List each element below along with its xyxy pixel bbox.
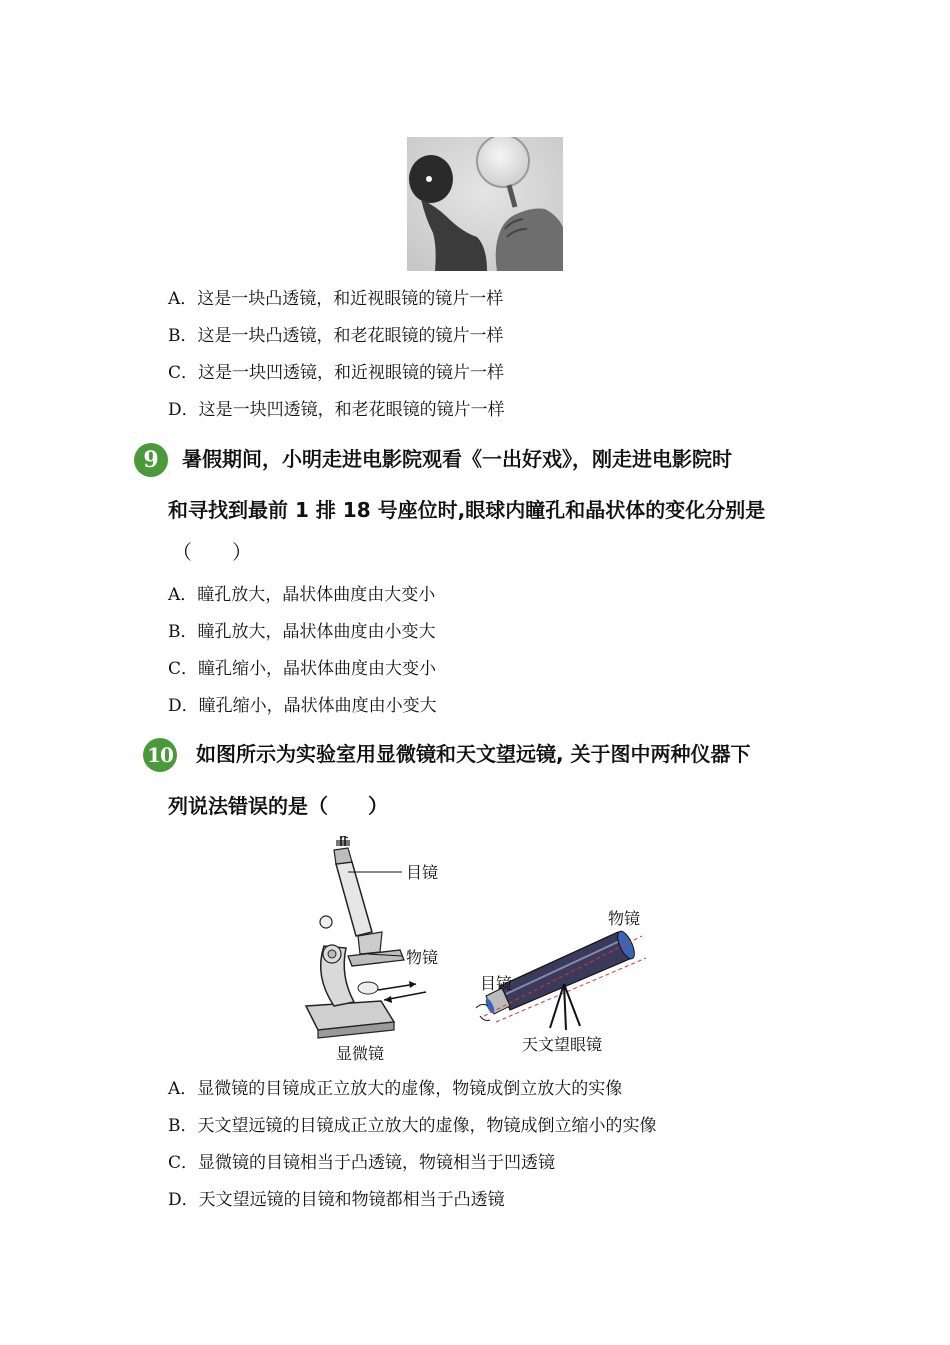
- q9-option-b: B．瞳孔放大，晶状体曲度由小变大: [168, 622, 436, 642]
- q10-option-b: B．天文望远镜的目镜成正立放大的虚像，物镜成倒立缩小的实像: [168, 1116, 657, 1136]
- instruments-figure: [296, 836, 656, 1066]
- q10-option-d: D．天文望远镜的目镜和物镜都相当于凸透镜: [168, 1190, 505, 1210]
- telescope-eyepiece-label: 目镜: [480, 974, 513, 993]
- telescope-objective-label: 物镜: [608, 909, 641, 928]
- q8-option-c: C．这是一块凹透镜，和近视眼镜的镜片一样: [168, 363, 505, 383]
- q8-option-d: D．这是一块凹透镜，和老花眼镜的镜片一样: [168, 400, 505, 420]
- q8-option-a: A．这是一块凸透镜，和近视眼镜的镜片一样: [168, 289, 504, 309]
- q9-option-d: D．瞳孔缩小，晶状体曲度由小变大: [168, 696, 437, 716]
- microscope-caption: 显微镜: [336, 1044, 385, 1063]
- q9-stem-line1: 暑假期间，小明走进电影院观看《一出好戏》，刚走进电影院时: [182, 447, 732, 471]
- telescope-caption: 天文望眼镜: [522, 1035, 603, 1054]
- q9-number-badge: 9: [134, 443, 168, 477]
- microscope-objective-label: 物镜: [406, 948, 439, 967]
- q10-stem-line2: 列说法错误的是（ ）: [168, 794, 388, 818]
- q10-option-c: C．显微镜的目镜相当于凸透镜，物镜相当于凹透镜: [168, 1153, 556, 1173]
- q10-stem-line1: 如图所示为实验室用显微镜和天文望远镜, 关于图中两种仪器下: [196, 742, 751, 766]
- lens-photo: [407, 137, 563, 271]
- q9-stem-line2: 和寻找到最前 1 排 18 号座位时,眼球内瞳孔和晶状体的变化分别是: [168, 498, 766, 522]
- q9-answer-blank: （ ）: [172, 540, 252, 564]
- q9-option-a: A．瞳孔放大，晶状体曲度由大变小: [168, 585, 436, 605]
- q9-option-c: C．瞳孔缩小，晶状体曲度由大变小: [168, 659, 437, 679]
- microscope-eyepiece-label: 目镜: [406, 863, 439, 882]
- q10-option-a: A．显微镜的目镜成正立放大的虚像，物镜成倒立放大的实像: [168, 1079, 623, 1099]
- q10-number-badge: 10: [143, 738, 177, 772]
- q8-option-b: B．这是一块凸透镜，和老花眼镜的镜片一样: [168, 326, 504, 346]
